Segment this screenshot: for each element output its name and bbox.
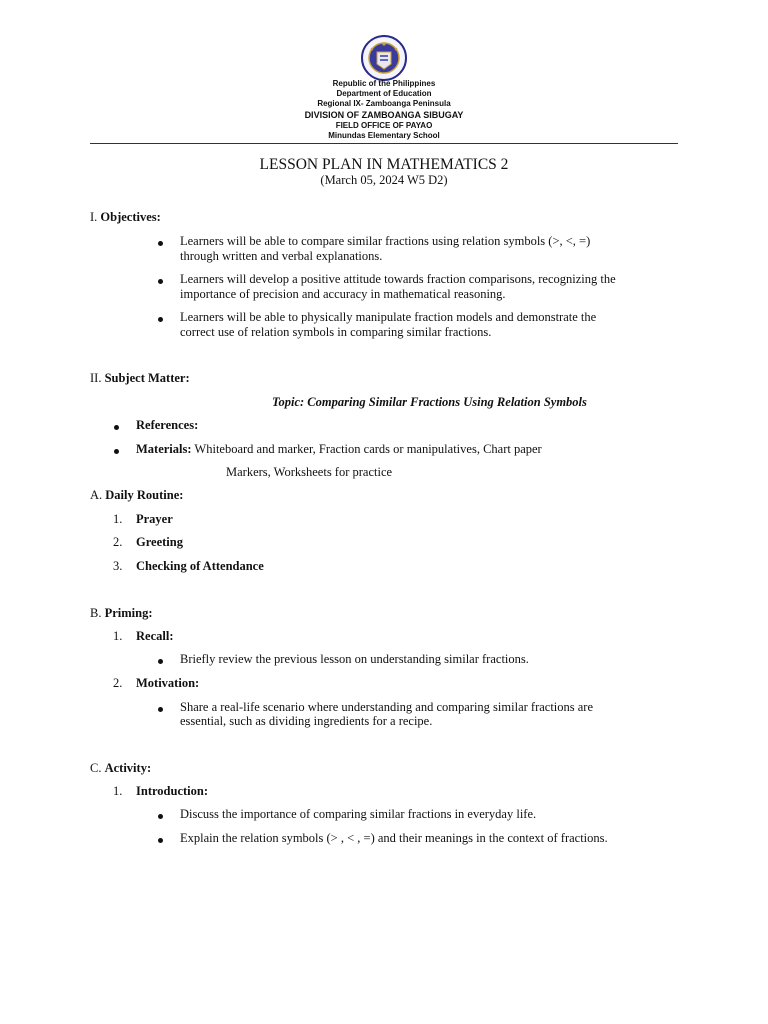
motivation-item-line-1: Share a real-life scenario where understanding and comparing similar fractions are — [180, 700, 594, 714]
header-region: Regional IX- Zamboanga Peninsula — [317, 99, 451, 108]
activity-item-1: Discuss the importance of comparing similar fractions in everyday life. — [180, 807, 537, 821]
header-divider — [90, 143, 678, 144]
objective-3-line-1: Learners will be able to physically manipulate fraction models and demonstrate the — [180, 310, 597, 324]
header-division: DIVISION OF ZAMBOANGA SIBUGAY — [304, 110, 464, 120]
header-school: Minundas Elementary School — [328, 131, 440, 140]
materials-line: Materials: Whiteboard and marker, Fraction cards or manipulatives, Chart paper — [136, 442, 542, 456]
bullet-icon — [158, 707, 163, 712]
references-label: References: — [136, 418, 199, 432]
header-field-office: FIELD OFFICE OF PAYAO — [335, 121, 433, 130]
bullet-icon — [158, 814, 163, 819]
motivation-item-line-2: essential, such as dividing ingredients for a recipe. — [180, 714, 433, 728]
list-number: 2. — [113, 535, 123, 549]
bullet-icon — [114, 425, 119, 430]
list-number: 1. — [113, 784, 123, 798]
bullet-icon — [158, 279, 163, 284]
lesson-topic: Topic: Comparing Similar Fractions Using Relation Symbols — [272, 395, 587, 409]
priming-heading: B. Priming: — [90, 606, 153, 620]
subject-matter-heading: II. Subject Matter: — [90, 371, 190, 385]
objectives-heading: I. Objectives: — [90, 210, 161, 224]
bullet-icon — [158, 659, 163, 664]
routine-item-attendance: Checking of Attendance — [136, 559, 264, 573]
routine-item-prayer: Prayer — [136, 512, 173, 526]
list-number: 1. — [113, 629, 123, 643]
bullet-icon — [158, 317, 163, 322]
objective-2-line-1: Learners will develop a positive attitude towards fraction comparisons, recognizing the — [180, 272, 616, 286]
objective-1-line-2: through written and verbal explanations. — [180, 249, 383, 263]
bullet-icon — [158, 838, 163, 843]
list-number: 2. — [113, 676, 123, 690]
recall-item: Briefly review the previous lesson on understanding similar fractions. — [180, 652, 529, 666]
introduction-label: Introduction: — [136, 784, 209, 798]
objective-2-line-2: importance of precision and accuracy in mathematical reasoning. — [180, 287, 506, 301]
header-country: Republic of the Philippines — [332, 79, 436, 88]
deped-seal-logo — [354, 34, 414, 82]
list-number: 3. — [113, 559, 123, 573]
document-date: (March 05, 2024 W5 D2) — [320, 173, 448, 187]
motivation-label: Motivation: — [136, 676, 200, 690]
routine-item-greeting: Greeting — [136, 535, 183, 549]
bullet-icon — [158, 241, 163, 246]
recall-label: Recall: — [136, 629, 174, 643]
activity-heading: C. Activity: — [90, 761, 152, 775]
activity-item-2: Explain the relation symbols (> , < , =) and their meanings in the context of fractions. — [180, 831, 608, 845]
bullet-icon — [114, 449, 119, 454]
materials-line-continued: Markers, Worksheets for practice — [226, 465, 393, 479]
document-title: LESSON PLAN IN MATHEMATICS 2 — [259, 156, 509, 173]
objective-3-line-2: correct use of relation symbols in comparing similar fractions. — [180, 325, 492, 339]
objective-1-line-1: Learners will be able to compare similar fractions using relation symbols (>, <, =) — [180, 234, 591, 248]
daily-routine-heading: A. Daily Routine: — [90, 488, 184, 502]
list-number: 1. — [113, 512, 123, 526]
header-department: Department of Education — [336, 89, 432, 98]
